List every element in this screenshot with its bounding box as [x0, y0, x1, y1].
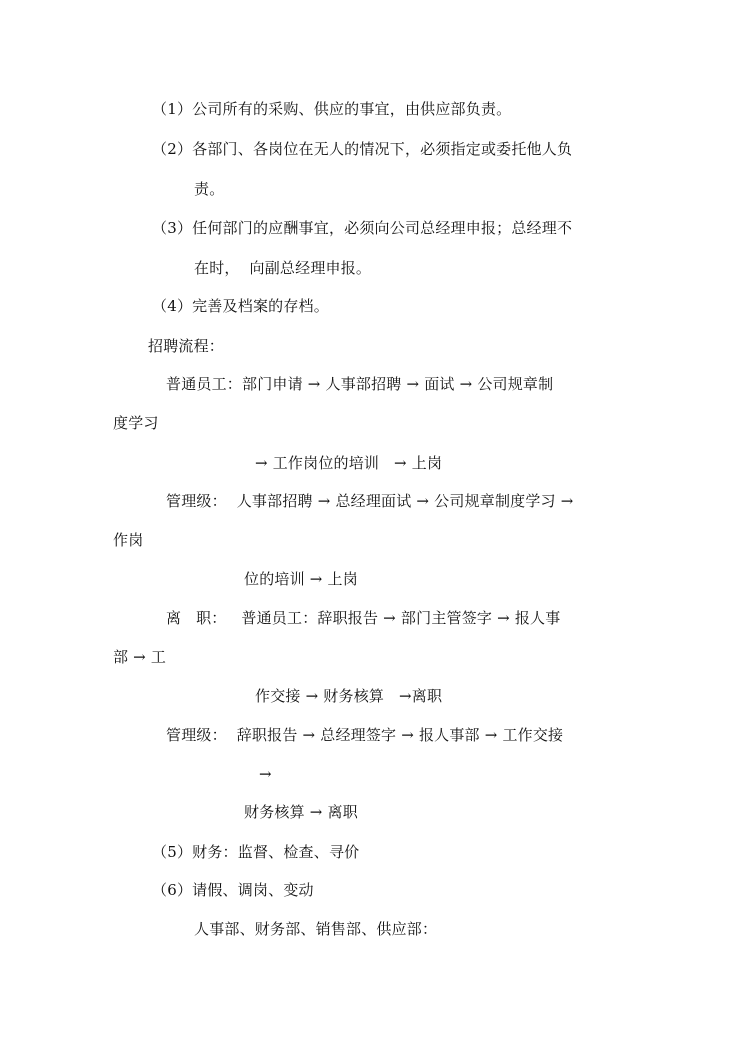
paragraph-line: （5）财务：监督、检查、寻价 [152, 843, 360, 861]
paragraph-line: 在时， 向副总经理申报。 [194, 259, 372, 277]
process-line: 财务核算 → 离职 [244, 803, 358, 821]
process-line: 度学习 [113, 414, 159, 432]
paragraph-line: 人事部、财务部、销售部、供应部： [194, 920, 438, 938]
paragraph-line: （4）完善及档案的存档。 [152, 297, 329, 315]
paragraph-line: （3）任何部门的应酬事宜，必须向公司总经理申报；总经理不 [152, 219, 573, 237]
process-line: 部 → 工 [113, 648, 167, 666]
process-line: 作交接 → 财务核算 →离职 [255, 687, 443, 705]
process-line: 作岗 [113, 531, 144, 549]
paragraph-line: （2）各部门、各岗位在无人的情况下，必须指定或委托他人负 [152, 140, 573, 158]
process-line: 离 职： 普通员工：辞职报告 → 部门主管签字 → 报人事 [166, 609, 561, 627]
process-line: 管理级： 辞职报告 → 总经理签字 → 报人事部 → 工作交接 [166, 726, 564, 744]
section-heading: 招聘流程： [148, 337, 225, 355]
process-line: 普通员工：部门申请 → 人事部招聘 → 面试 → 公司规章制 [166, 375, 554, 393]
process-line: → 工作岗位的培训 → 上岗 [255, 454, 443, 472]
process-line: 管理级： 人事部招聘 → 总经理面试 → 公司规章制度学习 → [166, 492, 574, 510]
process-line: → [259, 765, 272, 783]
paragraph-line: （1）公司所有的采购、供应的事宜，由供应部负责。 [152, 100, 512, 118]
process-line: 位的培训 → 上岗 [244, 570, 358, 588]
paragraph-line: 责。 [194, 180, 225, 198]
paragraph-line: （6）请假、调岗、变动 [152, 881, 314, 899]
